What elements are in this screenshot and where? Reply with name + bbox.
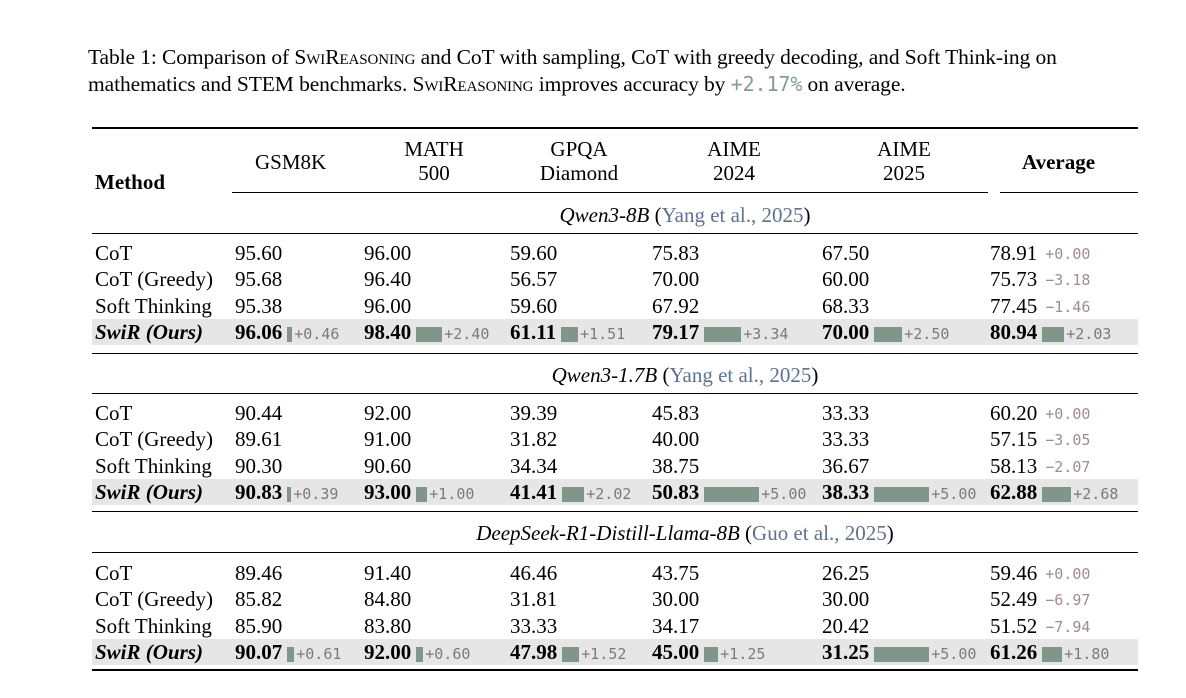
gsm8k-gain	[287, 481, 338, 507]
math-cell	[364, 266, 411, 292]
aime25-value: 68.33	[822, 293, 870, 318]
gain-bar	[704, 487, 759, 502]
model-name: Qwen3-1.7B	[551, 363, 658, 387]
aime24-cell	[652, 453, 699, 479]
section-rule	[92, 393, 1138, 394]
header-math-line1: MATH	[404, 137, 464, 161]
math-cell	[364, 560, 411, 586]
table-row	[92, 240, 1138, 266]
gain-bar	[874, 487, 929, 502]
avg-delta: −6.97	[1045, 591, 1091, 610]
top-rule	[92, 127, 1138, 129]
gsm8k-value: 85.82	[235, 587, 283, 612]
aime25-cell	[822, 479, 976, 507]
gsm8k-cell	[235, 426, 282, 452]
gain-label: +2.50	[904, 325, 950, 344]
math-value: 93.00	[364, 479, 412, 504]
gain-bar	[1042, 327, 1064, 342]
math-value: 92.00	[364, 401, 412, 425]
avg-cell	[990, 293, 1090, 320]
aime24-cell	[652, 240, 699, 266]
gain-label: +2.40	[444, 325, 490, 344]
table-row	[92, 586, 1138, 612]
math-cell	[364, 479, 474, 507]
table-caption	[88, 44, 1148, 98]
gain-bar	[416, 647, 423, 662]
aime25-cell	[822, 426, 869, 452]
header-aime25	[862, 137, 946, 185]
gpqa-gain	[561, 321, 625, 347]
gsm8k-value: 89.61	[235, 427, 283, 452]
aime24-cell	[652, 560, 699, 586]
gsm8k-value: 95.38	[235, 293, 283, 318]
math-cell	[364, 639, 470, 667]
math-cell	[364, 613, 411, 639]
avg-cell	[990, 453, 1090, 480]
header-gpqa-line1: GPQA	[550, 137, 608, 161]
aime24-value: 38.75	[652, 453, 700, 478]
aime25-cell	[822, 400, 869, 426]
avg-gain	[1042, 321, 1111, 347]
aime24-gain	[704, 321, 788, 347]
gsm8k-gain	[287, 321, 339, 347]
gain-bar	[704, 647, 718, 662]
gain-label: +1.25	[720, 645, 766, 664]
gsm8k-value: 96.06	[235, 319, 283, 344]
aime24-cell	[652, 400, 699, 426]
aime25-cell	[822, 240, 869, 266]
aime25-value: 33.33	[822, 401, 870, 425]
gain-bar	[416, 327, 442, 342]
gsm8k-cell	[235, 319, 339, 347]
gpqa-value: 31.81	[510, 587, 558, 612]
avg-delta: −2.07	[1045, 457, 1091, 476]
table-row	[92, 453, 1138, 479]
caption-highlight: +2.17%	[730, 72, 803, 96]
aime24-value: 45.83	[652, 401, 700, 425]
aime24-value: 30.00	[652, 587, 700, 612]
aime24-cell	[652, 479, 806, 507]
aime24-value: 79.17	[652, 319, 700, 344]
aime25-cell	[822, 560, 869, 586]
gpqa-gain	[562, 641, 626, 667]
aime24-value: 40.00	[652, 427, 700, 452]
method-cell: CoT	[95, 241, 133, 265]
header-gpqa	[520, 137, 638, 185]
math-cell	[364, 586, 411, 612]
section-title-2: DeepSeek-R1-Distill-Llama-8B (Guo et al., 2025)	[476, 521, 894, 545]
header-math	[384, 137, 484, 185]
math-value: 91.40	[364, 561, 412, 585]
gain-bar	[562, 647, 579, 662]
avg-cell	[990, 319, 1111, 347]
table-row-ours	[92, 319, 1138, 345]
math-gain	[416, 641, 470, 667]
caption-text-c: on average.	[802, 72, 906, 96]
gsm8k-cell	[235, 560, 282, 586]
gpqa-cell	[510, 479, 631, 507]
aime24-cell	[652, 319, 788, 347]
gain-bar	[287, 647, 294, 662]
gpqa-cell	[510, 560, 557, 586]
gain-bar	[287, 487, 291, 502]
caption-text-b: improves accuracy by	[533, 72, 731, 96]
header-subrule-average	[1000, 192, 1138, 193]
avg-value: 77.45	[990, 293, 1038, 318]
aime25-cell	[822, 639, 976, 667]
gain-label: +2.02	[586, 485, 632, 504]
gsm8k-value: 90.83	[235, 479, 283, 504]
gpqa-value: 56.57	[510, 267, 558, 292]
header-method: Method	[95, 170, 165, 194]
section-title-1: Qwen3-1.7B (Yang et al., 2025)	[551, 363, 819, 387]
aime24-gain	[704, 481, 806, 507]
gpqa-value: 59.60	[510, 293, 558, 318]
gpqa-cell	[510, 453, 557, 479]
header-aime25-line1: AIME	[877, 137, 931, 161]
gpqa-value: 33.33	[510, 613, 558, 638]
aime25-value: 36.67	[822, 453, 870, 478]
avg-cell	[990, 586, 1090, 613]
aime25-cell	[822, 319, 949, 347]
method-cell: SwiR (Ours)	[95, 319, 203, 344]
gpqa-value: 41.41	[510, 479, 558, 504]
header-gpqa-line2: Diamond	[539, 161, 619, 185]
math-value: 98.40	[364, 319, 412, 344]
section-rule	[92, 552, 1138, 553]
gain-label: +0.46	[294, 325, 340, 344]
math-cell	[364, 240, 411, 266]
aime25-cell	[822, 293, 869, 319]
gain-label: +0.61	[296, 645, 342, 664]
avg-cell	[990, 639, 1109, 667]
gsm8k-value: 85.90	[235, 613, 283, 638]
gain-label: +5.00	[931, 645, 977, 664]
gpqa-cell	[510, 266, 557, 292]
aime25-value: 20.42	[822, 613, 870, 638]
method-cell: SwiR (Ours)	[95, 479, 203, 504]
aime24-cell	[652, 293, 699, 319]
aime25-gain	[874, 641, 976, 667]
section-rule	[92, 511, 1138, 512]
citation-link[interactable]: Guo et al., 2025	[752, 521, 887, 545]
method-cell: SwiR (Ours)	[95, 639, 203, 664]
aime25-value: 30.00	[822, 587, 870, 612]
method-cell: CoT (Greedy)	[95, 587, 213, 612]
header-math-line2: 500	[418, 161, 450, 185]
header-subrule-benchmarks	[232, 192, 988, 193]
avg-value: 60.20	[990, 401, 1038, 425]
gpqa-cell	[510, 293, 557, 319]
aime25-value: 67.50	[822, 241, 870, 265]
avg-value: 59.46	[990, 561, 1038, 585]
avg-value: 57.15	[990, 427, 1038, 452]
aime24-value: 34.17	[652, 613, 700, 638]
gsm8k-cell	[235, 613, 282, 639]
bottom-rule	[92, 669, 1138, 671]
gpqa-value: 34.34	[510, 453, 558, 478]
header-gsm8k: GSM8K	[255, 150, 327, 174]
gsm8k-value: 95.60	[235, 241, 283, 265]
aime24-value: 43.75	[652, 561, 700, 585]
table-row	[92, 613, 1138, 639]
aime24-value: 75.83	[652, 241, 700, 265]
caption-method-name: SwiReasoning	[294, 45, 416, 69]
gsm8k-cell	[235, 639, 341, 667]
gsm8k-value: 89.46	[235, 561, 283, 585]
aime25-value: 38.33	[822, 479, 870, 504]
avg-cell	[990, 560, 1090, 587]
gsm8k-cell	[235, 400, 282, 426]
gsm8k-value: 90.44	[235, 401, 283, 425]
table-row	[92, 560, 1138, 586]
gain-bar	[704, 327, 741, 342]
aime25-value: 26.25	[822, 561, 870, 585]
gain-label: +1.80	[1064, 645, 1110, 664]
math-value: 83.80	[364, 613, 412, 638]
method-cell: CoT	[95, 561, 133, 585]
aime24-cell	[652, 613, 699, 639]
math-value: 96.00	[364, 241, 412, 265]
math-cell	[364, 293, 411, 319]
table-row	[92, 293, 1138, 319]
avg-cell	[990, 426, 1090, 453]
math-cell	[364, 319, 489, 347]
math-value: 92.00	[364, 639, 412, 664]
gsm8k-cell	[235, 266, 282, 292]
avg-value: 51.52	[990, 613, 1038, 638]
gpqa-cell	[510, 240, 557, 266]
gpqa-cell	[510, 639, 626, 667]
gsm8k-cell	[235, 453, 282, 479]
math-gain	[416, 321, 489, 347]
math-value: 90.60	[364, 453, 412, 478]
aime25-cell	[822, 613, 869, 639]
avg-value: 75.73	[990, 267, 1038, 292]
gain-bar	[1042, 647, 1062, 662]
math-value: 96.00	[364, 293, 412, 318]
header-aime25-line2: 2025	[883, 161, 925, 185]
aime24-gain	[704, 641, 765, 667]
gain-label: +1.52	[581, 645, 627, 664]
gain-label: +0.60	[425, 645, 471, 664]
gpqa-value: 61.11	[510, 319, 557, 344]
gain-bar	[416, 487, 427, 502]
gain-label: +3.34	[743, 325, 789, 344]
gain-bar	[874, 647, 929, 662]
header-aime24	[692, 137, 776, 185]
math-cell	[364, 400, 411, 426]
model-name: DeepSeek-R1-Distill-Llama-8B	[476, 521, 740, 545]
avg-gain	[1042, 481, 1118, 507]
citation-link[interactable]: Yang et al., 2025	[669, 363, 812, 387]
gsm8k-value: 95.68	[235, 267, 283, 292]
avg-cell	[990, 613, 1090, 640]
table-row	[92, 266, 1138, 292]
aime24-value: 67.92	[652, 293, 700, 318]
aime25-value: 60.00	[822, 267, 870, 292]
caption-text-a: and CoT with sampling, CoT with greedy decoding, and Soft Think-ing on mathematics and STEM benchmarks.	[88, 45, 1057, 96]
header-average: Average	[1022, 150, 1096, 174]
aime24-cell	[652, 639, 765, 667]
gpqa-cell	[510, 586, 557, 612]
aime24-cell	[652, 586, 699, 612]
method-cell: CoT (Greedy)	[95, 267, 213, 292]
header-aime24-line2: 2024	[713, 161, 755, 185]
gain-bar	[874, 327, 902, 342]
gsm8k-value: 90.30	[235, 453, 283, 478]
aime25-cell	[822, 453, 869, 479]
caption-method-name-2: SwiReasoning	[412, 72, 534, 96]
gain-bar	[561, 327, 578, 342]
gain-bar	[287, 327, 292, 342]
gain-label: +0.39	[293, 485, 339, 504]
math-cell	[364, 426, 411, 452]
gain-label: +5.00	[931, 485, 977, 504]
aime25-gain	[874, 321, 949, 347]
gpqa-value: 31.82	[510, 427, 558, 452]
gpqa-cell	[510, 426, 557, 452]
header-aime24-line1: AIME	[707, 137, 761, 161]
avg-delta: +0.00	[1045, 565, 1091, 583]
section-title-0: Qwen3-8B (Yang et al., 2025)	[559, 203, 811, 227]
gain-label: +2.03	[1066, 325, 1112, 344]
gain-label: +2.68	[1073, 485, 1119, 504]
avg-value: 61.26	[990, 639, 1038, 664]
avg-cell	[990, 240, 1090, 267]
avg-cell	[990, 400, 1090, 427]
gsm8k-cell	[235, 240, 282, 266]
gpqa-value: 39.39	[510, 401, 558, 425]
gain-label: +1.51	[580, 325, 626, 344]
aime24-value: 50.83	[652, 479, 700, 504]
section-rule	[92, 353, 1138, 354]
method-cell: Soft Thinking	[95, 293, 212, 318]
gpqa-value: 46.46	[510, 561, 558, 585]
avg-delta: +0.00	[1045, 245, 1091, 263]
avg-delta: −3.05	[1045, 431, 1091, 450]
math-gain	[416, 481, 474, 507]
gain-label: +5.00	[761, 485, 807, 504]
avg-value: 78.91	[990, 241, 1038, 265]
avg-delta: −7.94	[1045, 617, 1091, 636]
gsm8k-gain	[287, 641, 341, 667]
gpqa-value: 59.60	[510, 241, 558, 265]
aime24-cell	[652, 266, 699, 292]
gsm8k-cell	[235, 293, 282, 319]
method-cell: CoT	[95, 401, 133, 425]
gpqa-cell	[510, 400, 557, 426]
gpqa-value: 47.98	[510, 639, 558, 664]
avg-gain	[1042, 641, 1109, 667]
aime25-value: 31.25	[822, 639, 870, 664]
avg-delta: −1.46	[1045, 297, 1091, 316]
table-row	[92, 400, 1138, 426]
math-value: 84.80	[364, 587, 412, 612]
math-value: 96.40	[364, 267, 412, 292]
gsm8k-cell	[235, 586, 282, 612]
table-row-ours	[92, 479, 1138, 505]
aime25-gain	[874, 481, 976, 507]
aime25-value: 33.33	[822, 427, 870, 452]
gpqa-cell	[510, 319, 625, 347]
model-name: Qwen3-8B	[559, 203, 650, 227]
avg-value: 58.13	[990, 453, 1038, 478]
math-cell	[364, 453, 411, 479]
avg-delta: +0.00	[1045, 405, 1091, 423]
method-cell: Soft Thinking	[95, 453, 212, 478]
avg-value: 80.94	[990, 319, 1038, 344]
gain-bar	[1042, 487, 1071, 502]
aime24-value: 45.00	[652, 639, 700, 664]
caption-label: Table 1: Comparison of	[88, 45, 295, 69]
citation-link[interactable]: Yang et al., 2025	[661, 203, 804, 227]
aime25-cell	[822, 266, 869, 292]
method-cell: CoT (Greedy)	[95, 427, 213, 452]
aime25-value: 70.00	[822, 319, 870, 344]
avg-delta: −3.18	[1045, 271, 1091, 290]
aime25-cell	[822, 586, 869, 612]
avg-value: 52.49	[990, 587, 1038, 612]
gsm8k-value: 90.07	[235, 639, 283, 664]
avg-value: 62.88	[990, 479, 1038, 504]
aime24-cell	[652, 426, 699, 452]
section-rule	[92, 233, 1138, 234]
gpqa-cell	[510, 613, 557, 639]
table-row-ours	[92, 639, 1138, 665]
avg-cell	[990, 266, 1090, 293]
gain-label: +1.00	[429, 485, 475, 504]
gain-bar	[562, 487, 584, 502]
math-value: 91.00	[364, 427, 412, 452]
gsm8k-cell	[235, 479, 338, 507]
gpqa-gain	[562, 481, 631, 507]
avg-cell	[990, 479, 1118, 507]
aime24-value: 70.00	[652, 267, 700, 292]
method-cell: Soft Thinking	[95, 613, 212, 638]
table-row	[92, 426, 1138, 452]
